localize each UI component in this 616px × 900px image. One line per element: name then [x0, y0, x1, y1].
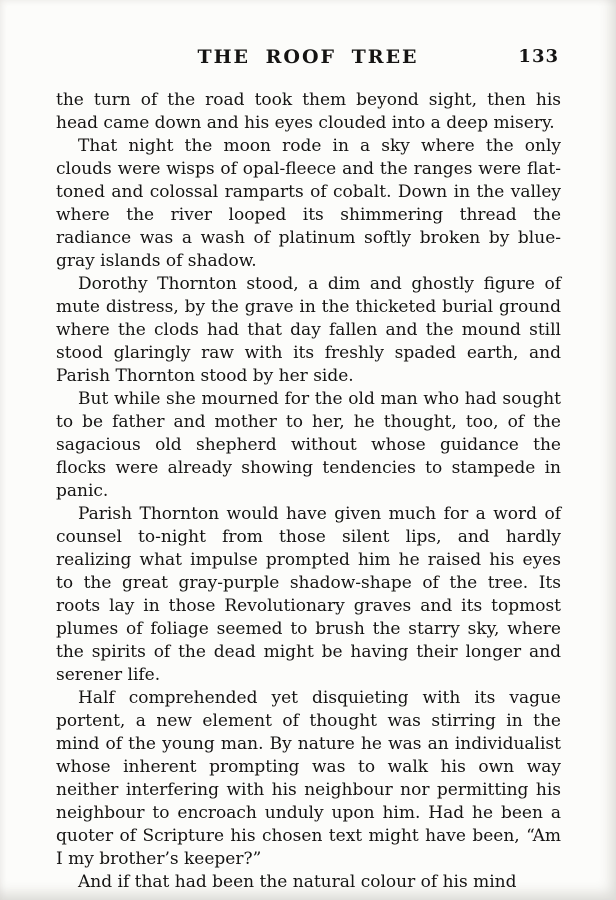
page-number: 133: [518, 46, 559, 67]
paragraph: And if that had been the natural colour of his mind: [78, 872, 517, 892]
paragraph: Dorothy Thornton stood, a dim and ghostly figure of mute distress, by the grave in the thicketed burial ground where the clods had that day fallen and the mound still stood glaringly raw with its freshly spaded earth, and Parish Thornton stood by her side.: [56, 274, 561, 386]
paragraph: That night the moon rode in a sky where the only clouds were wisps of opal-fleece and the ranges were flat-toned and colossal ramparts of cobalt. Down in the valley where the river looped its shimmering thread the radiance was a wash of platinum softly broken by blue-gray islands of shadow.: [56, 136, 561, 271]
paragraph: the turn of the road took them beyond sight, then his head came down and his eyes clouded into a deep misery.: [56, 90, 561, 133]
paragraph: But while she mourned for the old man who had sought to be father and mother to her, he thought, too, of the sagacious old shepherd without whose guidance the flocks were already showing tendencies to stampede in panic.: [56, 389, 561, 501]
paragraph: Parish Thornton would have given much for a word of counsel to-night from those silent lips, and hardly realizing what impulse prompted him he raised his eyes to the great gray-purple shadow-shape of the tree. Its roots lay in those Revolutionary graves and its topmost plumes of foliage seemed to brush the starry sky, where the spirits of the dead might be having their longer and serener life.: [56, 504, 561, 685]
paragraph: Half comprehended yet disquieting with its vague portent, a new element of thought was stirring in the mind of the young man. By nature he was an individualist whose inherent prompting was to walk his own way neither interfering with his neighbour nor permitting his neighbour to encroach unduly upon him. Had he been a quoter of Scripture his chosen text might have been, “Am I my brother’s keeper?”: [56, 688, 561, 869]
page-body: [56, 89, 561, 894]
running-title: THE ROOF TREE: [197, 46, 419, 68]
page-header: [0, 0, 616, 72]
